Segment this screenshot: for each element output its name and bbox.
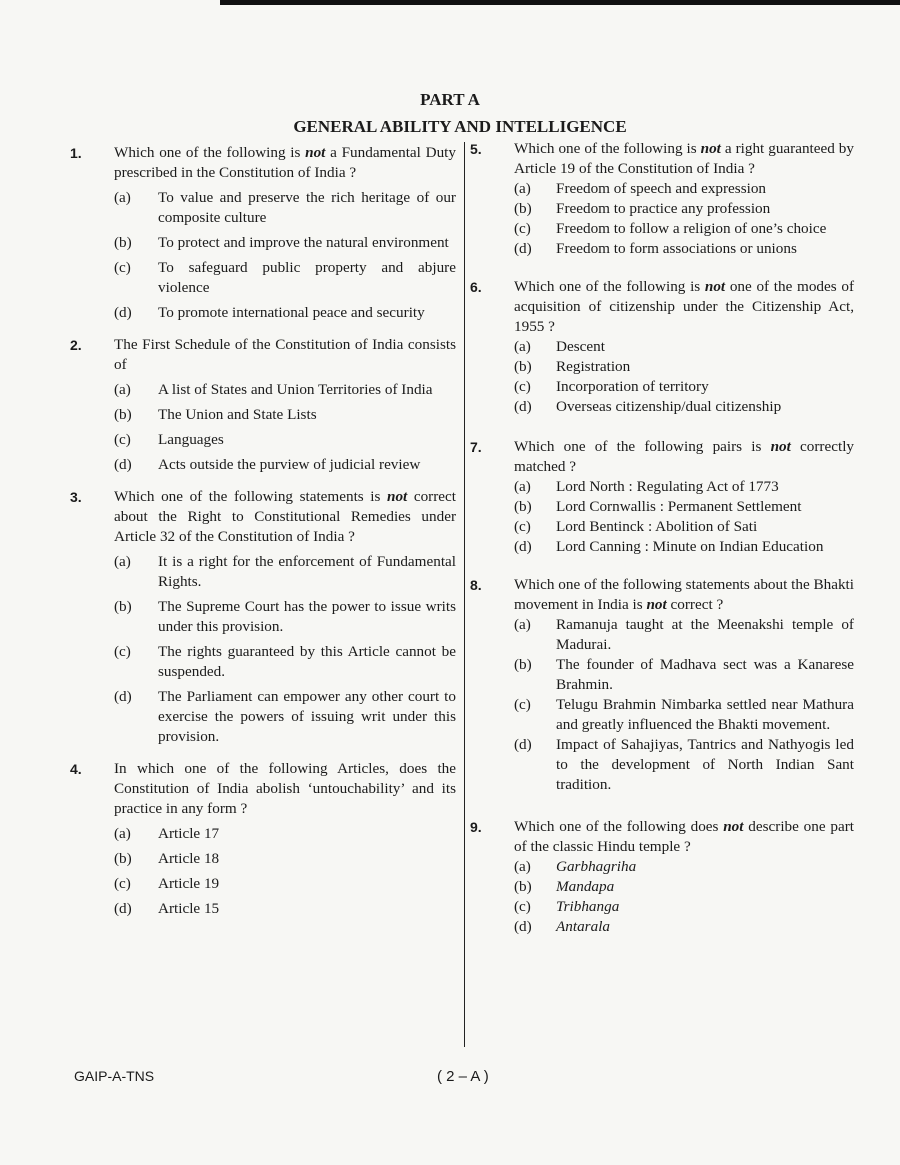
question-number: 3. <box>70 489 82 505</box>
question-9 <box>470 817 854 937</box>
option: (a) It is a right for the enforcement of Fundamental Rights. <box>114 553 456 590</box>
option: (d) Antarala <box>514 918 611 935</box>
paper-code: GAIP-A-TNS <box>74 1068 155 1084</box>
option: (d) Overseas citizenship/dual citizenship <box>514 398 782 415</box>
option: (a) Article 17 <box>114 825 220 842</box>
question-number: 9. <box>470 819 482 835</box>
option: (d) Freedom to form associations or unions <box>514 240 797 257</box>
emphasis: not <box>770 438 791 455</box>
option: (b) Article 18 <box>114 850 220 867</box>
scan-top-edge <box>220 0 900 5</box>
option: (a) To value and preserve the rich heritage of our composite culture <box>114 189 456 226</box>
question-1 <box>70 143 456 323</box>
option: (a) A list of States and Union Territories of India <box>114 381 433 398</box>
option: (b) The Union and State Lists <box>114 406 317 423</box>
question-number: 2. <box>70 337 82 353</box>
section-heading: GENERAL ABILITY AND INTELLIGENCE <box>293 117 627 136</box>
option: (c) Languages <box>114 431 224 448</box>
option: (d) To promote international peace and security <box>114 304 425 321</box>
option: (c) Freedom to follow a religion of one’s choice <box>514 220 827 237</box>
option: (c) The rights guaranteed by this Article cannot be suspended. <box>114 643 456 680</box>
option: (a) Ramanuja taught at the Meenakshi temple of Madurai. <box>514 616 854 653</box>
question-3 <box>70 487 456 747</box>
emphasis: not <box>305 144 326 161</box>
option: (a) Garbhagriha <box>514 858 637 875</box>
question-text: The First Schedule of the Constitution of India consists of <box>114 336 456 373</box>
column-divider <box>464 142 465 1047</box>
option: (c) Article 19 <box>114 875 220 892</box>
option: (d) The Parliament can empower any other court to exercise the powers of issuing writ under this provision. <box>114 688 456 745</box>
emphasis: not <box>723 818 744 835</box>
option: (b) The Supreme Court has the power to issue writs under this provision. <box>114 598 456 635</box>
option: (b) The founder of Madhava sect was a Kanarese Brahmin. <box>514 656 854 693</box>
option: (b) Freedom to practice any profession <box>514 200 771 217</box>
question-text: Which one of the following statements about the Bhakti movement in India is not correct ? <box>514 576 854 613</box>
question-7 <box>470 437 854 557</box>
question-number: 1. <box>70 145 82 161</box>
option: (b) Lord Cornwallis : Permanent Settlement <box>514 498 802 515</box>
question-8 <box>470 575 854 795</box>
option: (c) Tribhanga <box>514 898 620 915</box>
option: (d) Article 15 <box>114 900 220 917</box>
question-6 <box>470 277 854 417</box>
question-number: 5. <box>470 141 482 157</box>
question-text: Which one of the following pairs is not correctly matched ? <box>514 438 855 475</box>
option: (a) Descent <box>514 338 605 355</box>
question-text: Which one of the following is not a right guaranteed by Article 19 of the Constitution of India ? <box>514 140 854 177</box>
question-text: In which one of the following Articles, does the Constitution of India abolish ‘untouchability’ and its practice in any form ? <box>114 760 456 817</box>
option: (d) Acts outside the purview of judicial review <box>114 456 421 473</box>
question-number: 4. <box>70 761 82 777</box>
emphasis: not <box>704 278 726 295</box>
page-number: ( 2 – A ) <box>437 1068 489 1085</box>
left-column <box>70 143 456 919</box>
part-heading: PART A <box>420 90 480 109</box>
option: (c) Incorporation of territory <box>514 378 709 395</box>
option: (c) Lord Bentinck : Abolition of Sati <box>514 518 758 535</box>
option: (a) Lord North : Regulating Act of 1773 <box>514 478 779 495</box>
question-text: Which one of the following is not a Fundamental Duty prescribed in the Constitution of India ? <box>114 144 456 181</box>
option: (c) To safeguard public property and abjure violence <box>114 259 456 296</box>
question-number: 7. <box>470 439 482 455</box>
question-4 <box>70 759 456 919</box>
question-2 <box>70 335 456 475</box>
option: (d) Lord Canning : Minute on Indian Education <box>514 538 824 555</box>
emphasis: not <box>387 488 408 505</box>
question-text: Which one of the following does not describe one part of the classic Hindu temple ? <box>514 818 854 855</box>
right-column <box>470 139 854 937</box>
emphasis: not <box>646 596 667 613</box>
question-text: Which one of the following is not one of the modes of acquisition of citizenship under the Citizenship Act, 1955 ? <box>514 278 854 335</box>
question-text: Which one of the following statements is not correct about the Right to Constitutional Remedies under Article 32 of the Constitution of India ? <box>114 488 456 545</box>
question-number: 8. <box>470 577 482 593</box>
option: (b) Registration <box>514 358 631 375</box>
option: (b) To protect and improve the natural environment <box>114 234 449 251</box>
option: (b) Mandapa <box>514 878 615 895</box>
option: (a) Freedom of speech and expression <box>514 180 767 197</box>
option: (d) Impact of Sahajiyas, Tantrics and Nathyogis led to the development of North Indian Sant tradition. <box>514 736 854 793</box>
question-5 <box>470 139 854 259</box>
option: (c) Telugu Brahmin Nimbarka settled near Mathura and greatly influenced the Bhakti movement. <box>514 696 854 733</box>
question-number: 6. <box>470 279 482 295</box>
emphasis: not <box>700 140 721 157</box>
